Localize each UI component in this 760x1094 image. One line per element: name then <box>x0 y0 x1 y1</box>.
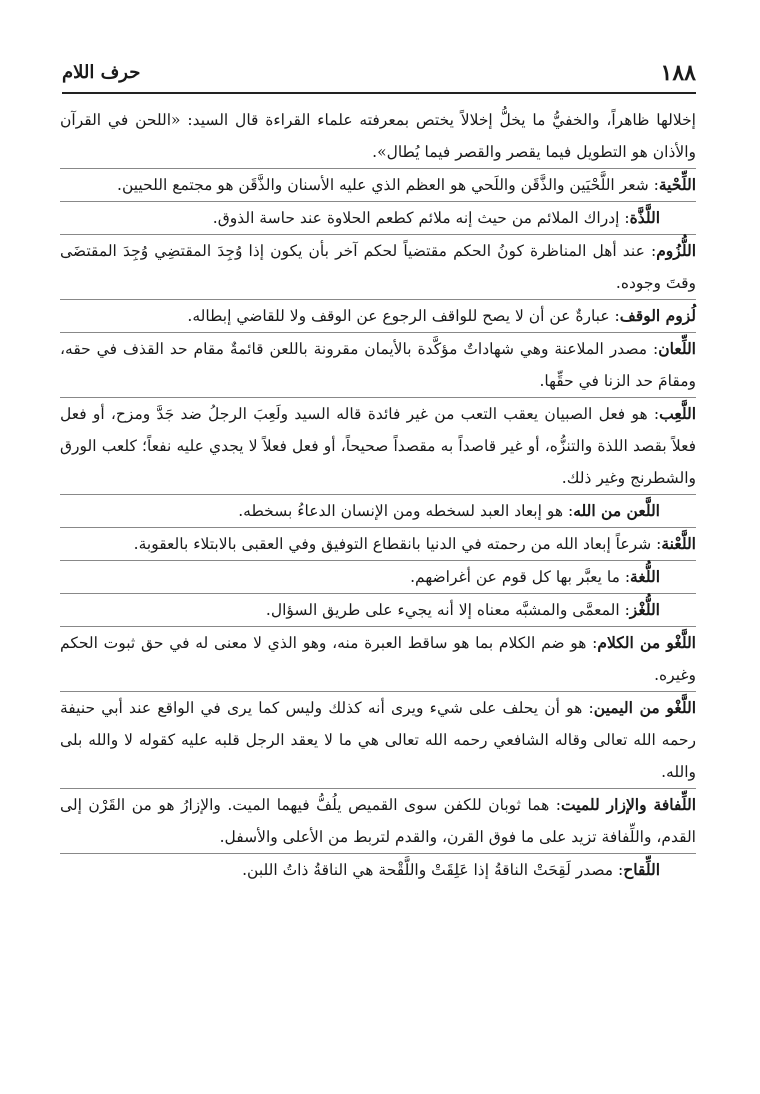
dictionary-entry <box>60 168 696 201</box>
entry-term: اللَّعن من الله <box>573 501 660 520</box>
entry-text: : إدراك الملائم من حيث إنه ملائم كطعم الحلاوة عند حاسة الذوق. <box>212 209 630 227</box>
dictionary-entry <box>60 691 696 788</box>
entry-term: اللَّعِب <box>659 404 696 423</box>
entry-text: : مصدر لَقِحَتْ الناقةُ إذا عَلِقَتْ واللَّقْحة هي الناقةُ ذاتُ اللبن. <box>242 861 624 879</box>
dictionary-entry <box>60 527 696 560</box>
entry-text: : هما ثوبان للكفن سوى القميص يلُفُّ فيهما الميت. والإزارُ هو من القَرْن إلى القدم، واللِّفافة تزيد على ما فوق القرن، والقدم لتربط من الأعلى والأسفل. <box>60 796 696 846</box>
entry-term: اللِّعان <box>658 339 696 358</box>
dictionary-entry <box>60 788 696 853</box>
dictionary-entry <box>60 201 696 234</box>
page-header <box>62 56 696 94</box>
dictionary-entry <box>60 560 696 593</box>
entry-term: اللُّزُوم <box>656 241 696 260</box>
entry-text: : شعر اللَّحْيَين والذَّقَن واللَحي هو العظم الذي عليه الأسنان والذَّقَن هو مجتمع اللحيين. <box>117 176 659 194</box>
entry-term: اللَّغْو من الكلام <box>597 633 696 652</box>
dictionary-entry <box>60 397 696 494</box>
entry-text: : هو أن يحلف على شيء ويرى أنه كذلك وليس كما يرى في الواقع عند أبي حنيفة رحمه الله تعالى وقاله الشافعي رحمه الله تعالى هي ما لا يعقد الرجل قلبه عليه كقوله لا والله بلى والله. <box>60 699 696 781</box>
running-title: حرف اللام <box>62 62 141 83</box>
entry-term: اللِّقاح <box>623 860 660 879</box>
entry-text: : ما يعبَّر بها كل قوم عن أغراضهم. <box>410 568 631 586</box>
dictionary-entry <box>60 234 696 299</box>
dictionary-entry <box>60 593 696 626</box>
dictionary-entry <box>60 299 696 332</box>
dictionary-entry <box>60 494 696 527</box>
entry-text: : هو فعل الصبيان يعقب التعب من غير فائدة قاله السيد ولَعِبَ الرجلُ ضد جَدَّ ومزح، أو فعل فعلاً بقصد اللذة والتنزُّه، أو غير قاصداً به مقصداً صحيحاً، أو فعل فعلاً لا يجدي عليه نفعاً؛ كلعب الورق والشطرنج وغير ذلك. <box>60 405 696 487</box>
entry-term: اللِّفافة والإزار للميت <box>561 795 696 814</box>
dictionary-entry <box>60 626 696 691</box>
dictionary-entry <box>60 332 696 397</box>
entry-text: إخلالها ظاهراً، والخفيُّ ما يخلُّ إخلالاً يختص بمعرفته علماء القراءة قال السيد: «اللحن في القرآن والأذان هو التطويل فيما يقصر والقصر فيما يُطال». <box>60 111 696 161</box>
entry-text: : المعمَّى والمشبَّه معناه إلا أنه يجيء على طريق السؤال. <box>265 601 630 619</box>
page-body <box>60 104 696 886</box>
entry-text: : عبارةٌ عن أن لا يصح للواقف الرجوع عن الوقف ولا للقاضي إبطاله. <box>187 307 620 325</box>
entry-term: اللَّغْو من اليمين <box>593 698 696 717</box>
entry-text: : شرعاً إبعاد الله من رحمته في الدنيا بانقطاع التوفيق وفي العقبى بالابتلاء بالعقوبة. <box>133 535 662 553</box>
entry-term: لُزوم الوقف <box>619 306 696 325</box>
entry-term: اللَّذَّة <box>629 208 660 227</box>
dictionary-entry <box>60 853 696 886</box>
entry-term: اللَّعْنة <box>661 534 696 553</box>
entry-text: : عند أهل المناظرة كونُ الحكم مقتضياً لحكم آخر بأن يكون إذا وُجِدَ المقتضِي وُجِدَ المقتضَى وقتَ وجوده. <box>60 242 696 292</box>
entry-term: اللِّحْية <box>658 175 696 194</box>
entry-term: اللُّغة <box>630 567 660 586</box>
entry-text: : مصدر الملاعنة وهي شهاداتٌ مؤكَّدة بالأيمان مقرونة باللعن قائمةٌ مقام حد القذف في حقه، ومقامَ حد الزنا في حقِّها. <box>60 340 696 390</box>
entry-text: : هو ضم الكلام بما هو ساقط العبرة منه، وهو الذي لا معنى له في حق ثبوت الحكم وغيره. <box>60 634 696 684</box>
paragraph <box>60 104 696 168</box>
page-number: ١٨٨ <box>660 60 696 86</box>
entry-text: : هو إبعاد العبد لسخطه ومن الإنسان الدعاءُ بسخطه. <box>238 502 574 520</box>
entry-term: اللُّغْز <box>629 600 660 619</box>
